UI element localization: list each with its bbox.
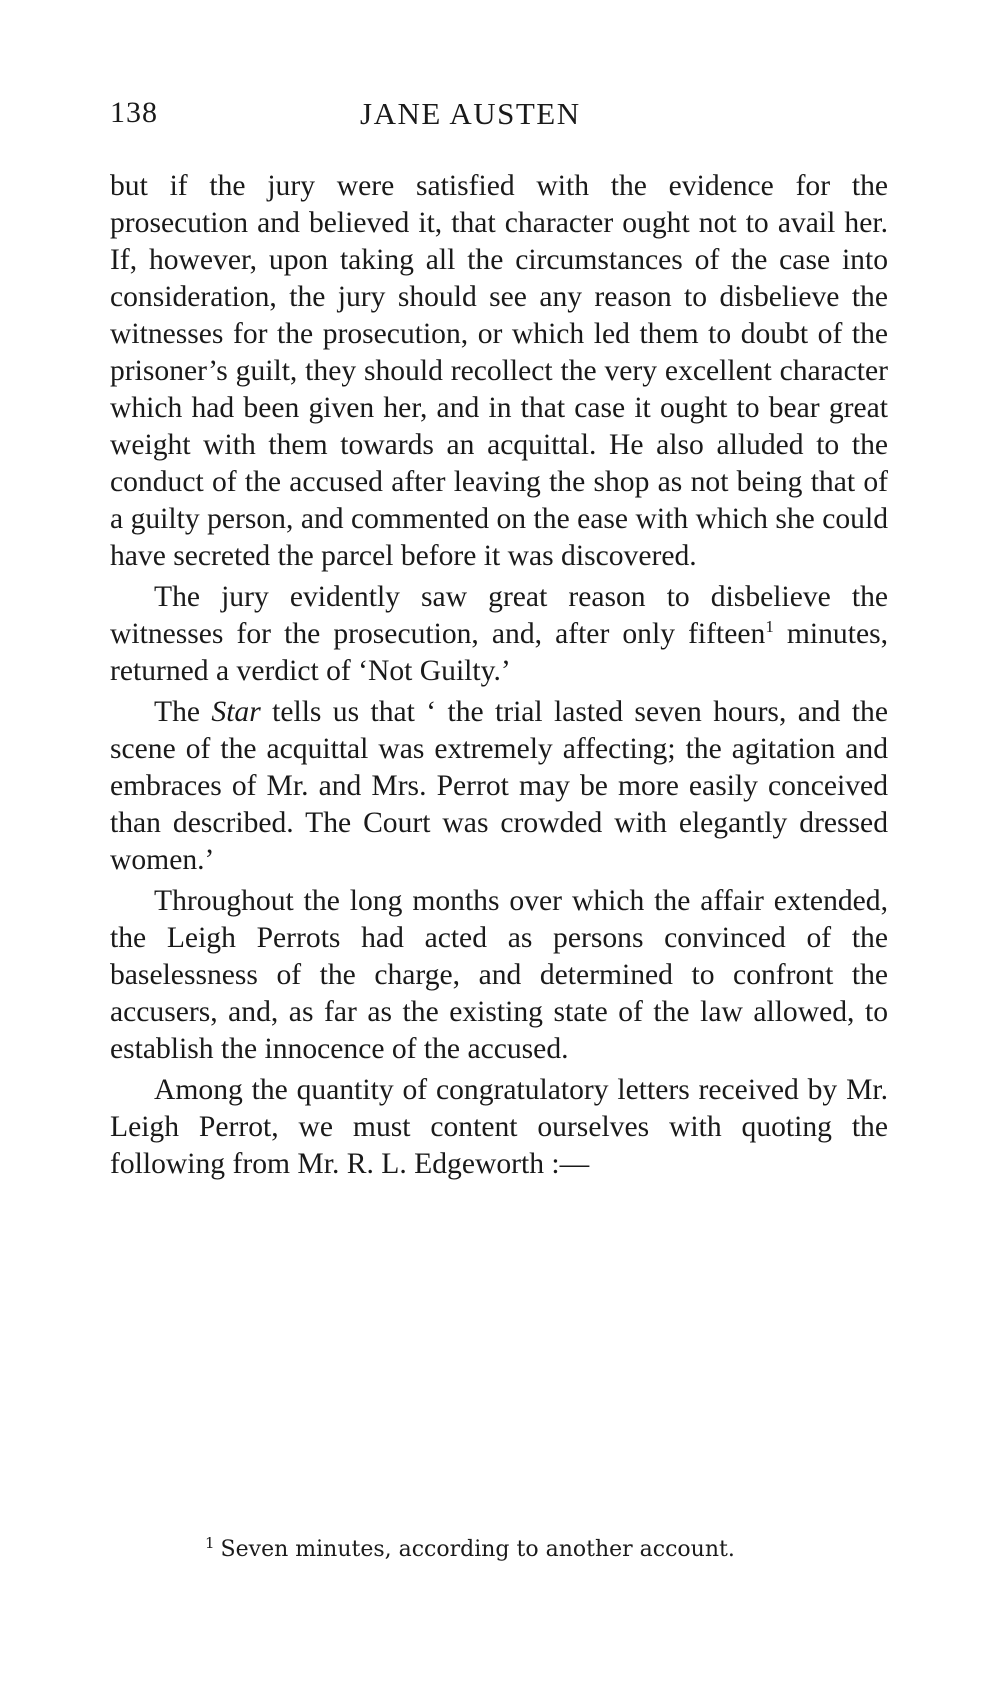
body-text <box>110 168 888 1183</box>
newspaper-title: Star <box>211 696 261 728</box>
paragraph-2-text-start: The jury evidently saw great reason to disbelieve the witnesses for the prosecution, and, after only fifteen <box>110 581 888 650</box>
paragraph-2-text-end: minutes, returned a verdict of ‘Not Guilty.’ <box>110 618 889 687</box>
paragraph-2 <box>110 579 888 690</box>
footnote-mark: 1 <box>205 1533 215 1552</box>
paragraph-4: Throughout the long months over which the affair extended, the Leigh Perrots had acted as persons convinced of the baselessness of the charge, and determined to confront the accusers, and, as far as the existing state of the law allowed, to establish the innocence of the accused. <box>110 885 888 1065</box>
page-number: 138 <box>110 96 158 129</box>
running-head <box>110 96 890 140</box>
paragraph-3-text-end: tells us that ‘ the trial lasted seven hours, and the scene of the acquittal was extremely affecting; the agitation and embraces of Mr. and Mrs. Perrot may be more easily conceived than described. The Court was crowded with elegantly dressed women.’ <box>110 696 888 876</box>
paragraph-3 <box>110 694 888 879</box>
running-title: JANE AUSTEN <box>360 96 581 131</box>
paragraph-5: Among the quantity of congratulatory letters received by Mr. Leigh Perrot, we must content ourselves with quoting the following from Mr. R. L. Edgeworth :— <box>110 1074 888 1180</box>
footnote-text: Seven minutes, according to another account. <box>220 1537 735 1562</box>
footnote-reference: 1 <box>765 617 774 637</box>
paragraph-1: but if the jury were satisfied with the evidence for the prosecution and believed it, that character ought not to avail her. If, however, upon taking all the circumstances of the case into consideration, the jury should see any reason to disbelieve the witnesses for the prosecution, or which led them to doubt of the prisoner’s guilt, they should recollect the very excellent character which had been given her, and in that case it ought to bear great weight with them towards an acquittal. He also alluded to the conduct of the accused after leaving the shop as not being that of a guilty person, and commented on the ease with which she could have secreted the parcel before it was discovered. <box>110 170 888 572</box>
paragraph-3-text-start: The <box>154 696 212 728</box>
footnote <box>205 1533 885 1564</box>
